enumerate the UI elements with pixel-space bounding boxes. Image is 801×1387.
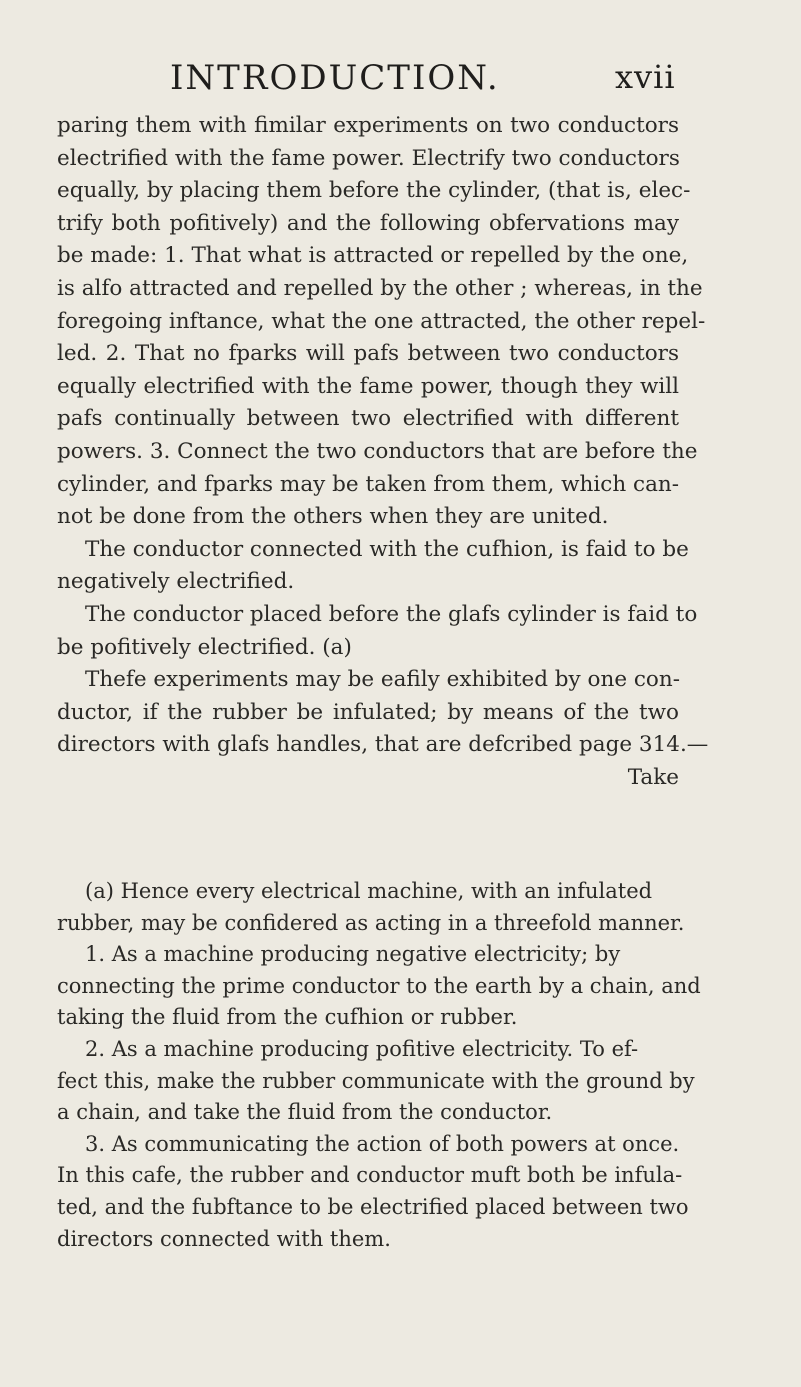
text-line: powers. 3. Connect the two conductors that are before the <box>57 438 698 464</box>
footnote-line: (a) Hence every electrical machine, with an infulated <box>85 879 653 903</box>
footnote-line: connecting the prime conductor to the earth by a chain, and <box>57 973 701 998</box>
footnote-line: ted, and the fubftance to be electrified placed between two <box>57 1194 689 1219</box>
running-title: INTRODUCTION. <box>170 58 500 98</box>
text-line: pafs continually between two electrified with different <box>57 406 679 432</box>
text-line: not be done from the others when they are united. <box>57 504 609 530</box>
text-line: led. 2. That no fparks will pafs between two conductors <box>57 341 679 367</box>
text-line: electrified with the fame power. Electrify two conductors <box>57 145 680 171</box>
footnote-line: directors connected with them. <box>57 1226 391 1251</box>
text-line: Take <box>627 764 679 790</box>
text-line: trify both pofitively) and the following obfervations may <box>57 210 679 236</box>
text-line: equally electrified with the fame power, though they will <box>57 373 679 399</box>
text-line: be pofitively electrified. (a) <box>57 634 352 660</box>
text-line: directors with glafs handles, that are defcribed page 314.— <box>57 732 709 758</box>
main-text <box>57 110 709 794</box>
footnote-line: 2. As a machine producing pofitive electricity. To ef- <box>85 1036 639 1061</box>
text-line: cylinder, and fparks may be taken from them, which can- <box>57 471 679 497</box>
text-line: foregoing inftance, what the one attracted, the other repel- <box>57 308 706 334</box>
running-header <box>170 58 690 98</box>
footnote-line: taking the fluid from the cufhion or rubber. <box>57 1005 518 1030</box>
text-line: Thefe experiments may be eafily exhibited by one con- <box>85 667 680 693</box>
footnote-line: rubber, may be confidered as acting in a threefold manner. <box>57 910 685 935</box>
footnote <box>57 876 701 1255</box>
text-line: negatively electrified. <box>57 569 295 595</box>
text-line: The conductor placed before the glafs cylinder is faid to <box>85 601 698 627</box>
footnote-line: 3. As communicating the action of both powers at once. <box>85 1131 680 1156</box>
footnote-line: In this cafe, the rubber and conductor muft both be infula- <box>57 1163 683 1188</box>
footnote-line: 1. As a machine producing negative electricity; by <box>85 942 621 967</box>
text-line: The conductor connected with the cufhion, is faid to be <box>85 536 689 562</box>
text-line: paring them with fimilar experiments on two conductors <box>57 113 679 138</box>
text-line: equally, by placing them before the cylinder, (that is, elec- <box>57 178 691 204</box>
text-line: is alfo attracted and repelled by the other ; whereas, in the <box>57 275 703 301</box>
text-line: be made: 1. That what is attracted or repelled by the one, <box>57 243 689 269</box>
footnote-line: a chain, and take the fluid from the conductor. <box>57 1100 553 1125</box>
page-number: xvii <box>615 58 676 96</box>
footnote-line: fect this, make the rubber communicate with the ground by <box>57 1068 695 1093</box>
text-line: ductor, if the rubber be infulated; by means of the two <box>57 699 679 725</box>
